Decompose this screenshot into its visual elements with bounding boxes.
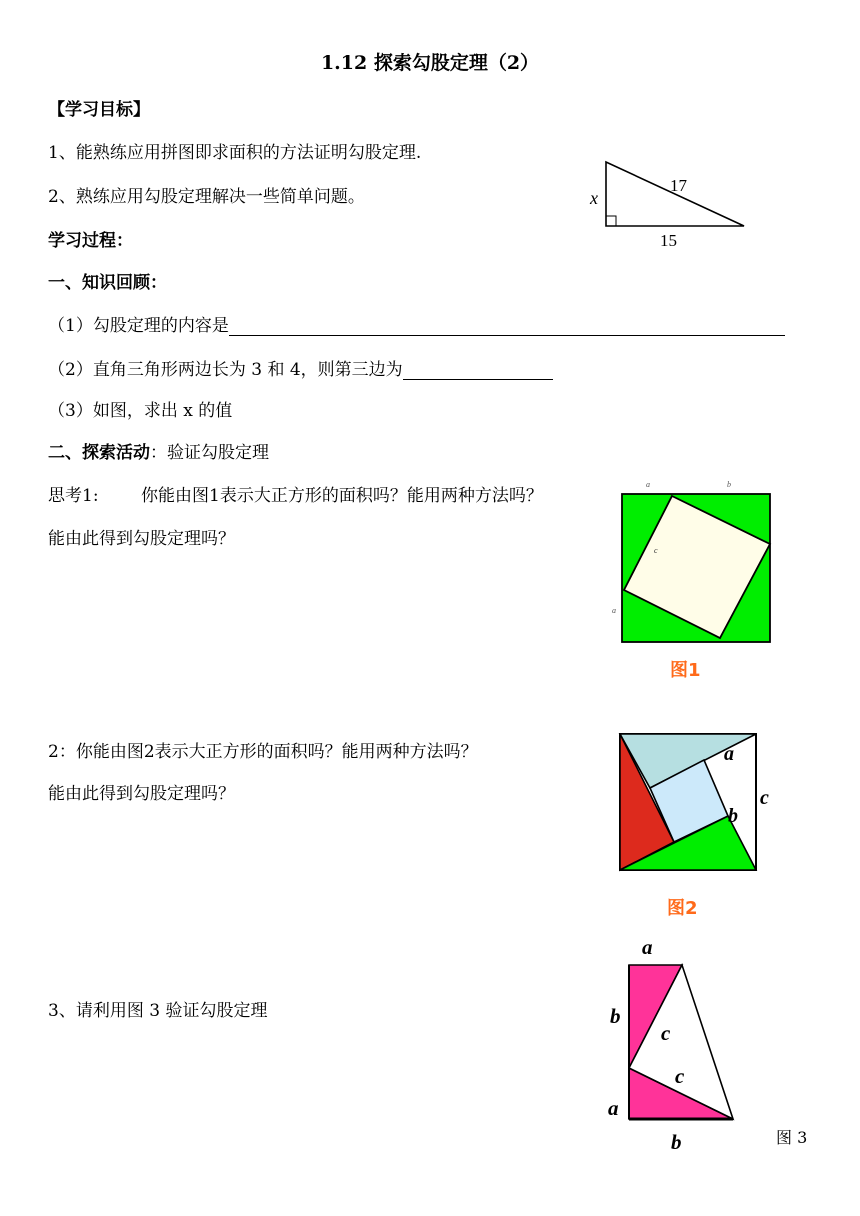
explore-heading-rest: ：验证勾股定理 xyxy=(150,443,269,463)
right-triangle-figure xyxy=(586,158,756,250)
fig1-label-b-top: b xyxy=(727,480,731,489)
fig1-caption: 图1 xyxy=(670,660,701,681)
process-heading: 学习过程： xyxy=(48,231,133,251)
fig3-label-c2: c xyxy=(675,1064,685,1088)
fig1-label-a-left: a xyxy=(612,606,616,615)
answer-blank-1[interactable] xyxy=(229,317,785,336)
fig2-label-a: a xyxy=(724,743,734,765)
think3-question: 3、请利用图 3 验证勾股定理 xyxy=(48,1001,268,1021)
fig2-label-c: c xyxy=(760,787,769,809)
fig3-label-bottom-b: b xyxy=(671,1130,682,1154)
answer-blank-2[interactable] xyxy=(403,361,553,380)
triangle-label-x: x xyxy=(590,188,598,208)
fig1-label-a-top: a xyxy=(646,480,650,489)
think2-question: 2：你能由图2表示大正方形的面积吗？能用两种方法吗？ xyxy=(48,742,478,762)
explore-heading-bold: 二、探索活动 xyxy=(48,443,150,463)
fig1-label-c: c xyxy=(654,546,658,555)
think1-label: 思考1: xyxy=(48,486,99,506)
review-q3: （3）如图，求出 x 的值 xyxy=(48,401,233,421)
fig3-label-left-b: b xyxy=(610,1004,621,1028)
fig2-label-b: b xyxy=(728,805,738,827)
explore-heading xyxy=(48,438,269,463)
review-q1-text: （1）勾股定理的内容是 xyxy=(48,316,229,336)
review-heading: 一、知识回顾： xyxy=(48,273,167,293)
fig3-label-top-a: a xyxy=(642,935,653,959)
fig3-label-left-a: a xyxy=(608,1096,619,1120)
review-q2 xyxy=(48,355,553,380)
objective-item-1: 1、能熟练应用拼图即求面积的方法证明勾股定理. xyxy=(48,143,422,163)
figure-1 xyxy=(604,478,776,646)
objectives-heading: 【学习目标】 xyxy=(48,100,150,120)
think2-question-2: 能由此得到勾股定理吗？ xyxy=(48,784,235,804)
fig3-label-c1: c xyxy=(661,1021,671,1045)
think1-question-2: 能由此得到勾股定理吗？ xyxy=(48,529,235,549)
page-title: 1.12 探索勾股定理（2） xyxy=(320,52,540,74)
figure-3 xyxy=(600,930,740,1160)
think1-question: 你能由图1表示大正方形的面积吗？能用两种方法吗？ xyxy=(141,486,543,506)
review-q1 xyxy=(48,311,785,336)
figure-2 xyxy=(614,728,784,873)
review-q2-text: （2）直角三角形两边长为 3 和 4，则第三边为 xyxy=(48,360,403,380)
fig2-caption: 图2 xyxy=(667,898,698,919)
triangle-label-hyp: 17 xyxy=(670,176,687,195)
fig3-caption: 图 3 xyxy=(776,1128,808,1147)
triangle-label-base: 15 xyxy=(660,231,677,250)
objective-item-2: 2、熟练应用勾股定理解决一些简单问题。 xyxy=(48,187,365,207)
